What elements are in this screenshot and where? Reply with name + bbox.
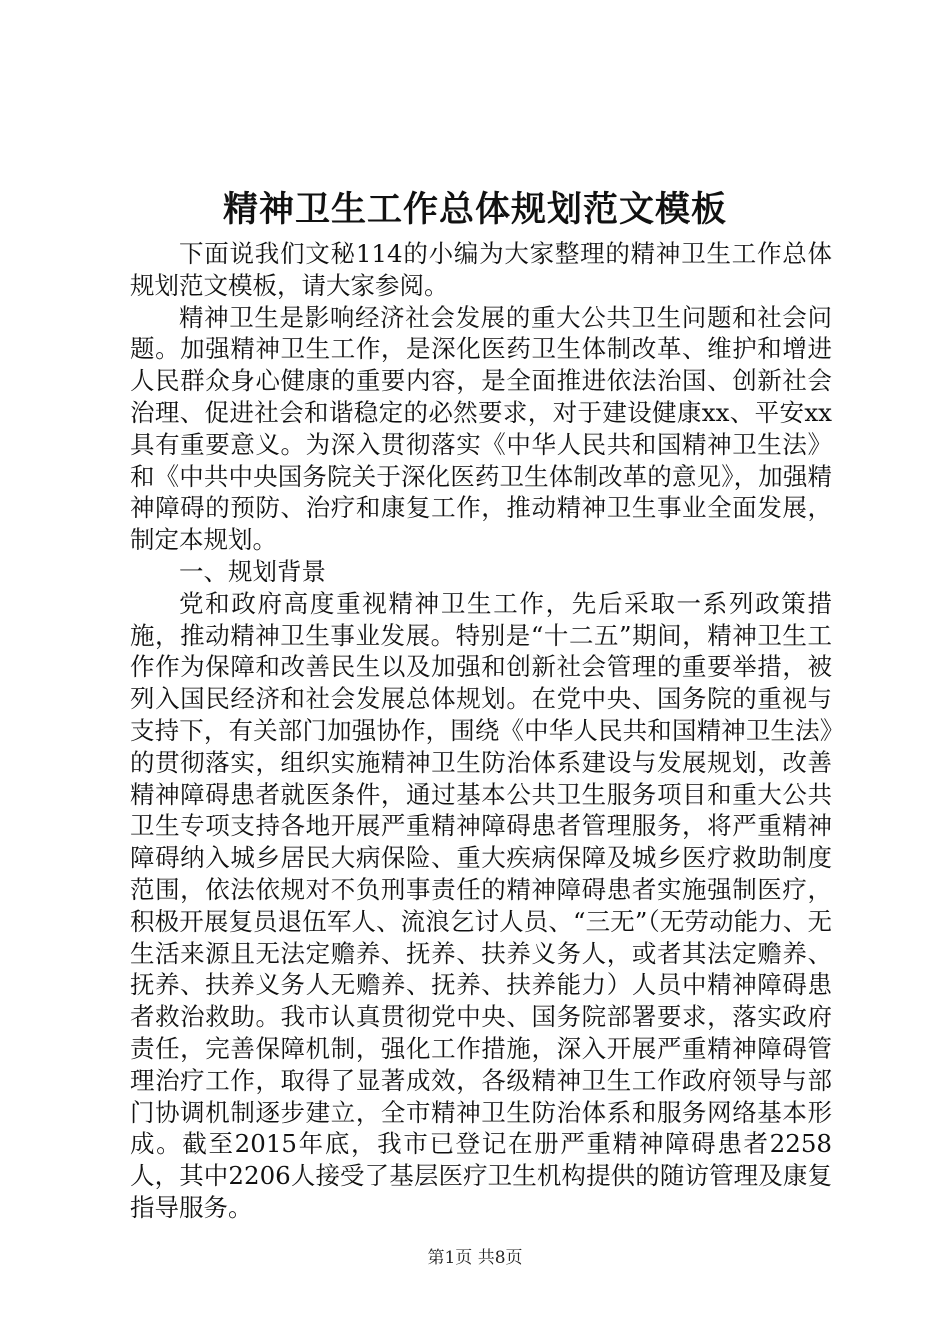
page-footer: 第1页 共8页 [427,1248,523,1268]
document-body [130,238,832,1224]
overview-paragraph: 精神卫生是影响经济社会发展的重大公共卫生问题和社会问题。加强精神卫生工作，是深化医药卫生体制改革、维护和增进人民群众身心健康的重要内容，是全面推进依法治国、创新社会治理、促进社会和谐稳定的必然要求，对于建设健康xx、平安xx具有重要意义。为深入贯彻落实《中华人民共和国精神卫生法》和《中共中央国务院关于深化医药卫生体制改革的意见》，加强精神障碍的预防、治疗和康复工作，推动精神卫生事业全面发展，制定本规划。 [130,302,832,555]
background-paragraph: 党和政府高度重视精神卫生工作，先后采取一系列政策措施，推动精神卫生事业发展。特别是“十二五”期间，精神卫生工作作为保障和改善民生以及加强和创新社会管理的重要举措，被列入国民经济和社会发展总体规划。在党中央、国务院的重视与支持下，有关部门加强协作，围绕《中华人民共和国精神卫生法》的贯彻落实，组织实施精神卫生防治体系建设与发展规划，改善精神障碍患者就医条件，通过基本公共卫生服务项目和重大公共卫生专项支持各地开展严重精神障碍患者管理服务，将严重精神障碍纳入城乡居民大病保险、重大疾病保障及城乡医疗救助制度范围，依法依规对不负刑事责任的精神障碍患者实施强制医疗，积极开展复员退伍军人、流浪乞讨人员、“三无”（无劳动能力、无生活来源且无法定赡养、抚养、扶养义务人，或者其法定赡养、抚养、扶养义务人无赡养、抚养、扶养能力）人员中精神障碍患者救治救助。我市认真贯彻党中央、国务院部署要求，落实政府责任，完善保障机制，强化工作措施，深入开展严重精神障碍管理治疗工作，取得了显著成效，各级精神卫生工作政府领导与部门协调机制逐步建立，全市精神卫生防治体系和服务网络基本形成。截至2015年底，我市已登记在册严重精神障碍患者2258人，其中2206人接受了基层医疗卫生机构提供的随访管理及康复指导服务。 [130,588,832,1222]
section-heading: 一、规划背景 [179,556,326,586]
document-title: 精神卫生工作总体规划范文模板 [222,189,727,230]
intro-paragraph: 下面说我们文秘114的小编为大家整理的精神卫生工作总体规划范文模板，请大家参阅。 [130,239,832,300]
